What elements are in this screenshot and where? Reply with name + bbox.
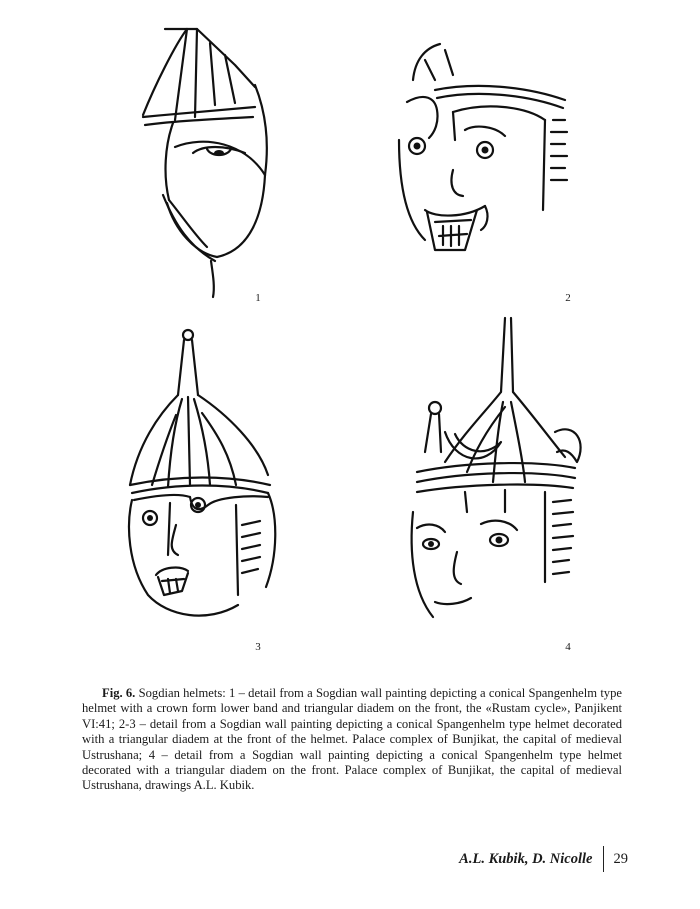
caption-text: Sogdian helmets: 1 – detail from a Sogdian wall painting depicting a conical Spangenhelm type helmet with a crown form lower band and triangular diadem on the front, the «Rustam cycle», Panjikent VI:41; 2-3 – detail from a Sogdian wall painting depicting a conical Spangenhelm type helmet decorated with a triangular diadem at the front of the helmet. Palace complex of Bunjikat, the capital of medieval Ustrushana; 4 – detail from a Sogdian wall painting depicting a conical Spangenhelm type helmet decorated with a triangular diadem on the front. Palace complex of Bunjikat, the capital of medieval Ustrushana, drawings A.L. Kubik. — [82, 686, 622, 793]
figure-1-helmet-drawing — [135, 25, 285, 300]
figure-1-number: 1 — [255, 292, 261, 304]
page-number: 29 — [613, 850, 628, 867]
figure-caption — [82, 686, 622, 794]
footer-authors: A.L. Kubik, D. Nicolle — [459, 850, 593, 867]
page-footer — [459, 846, 628, 872]
figure-2-number: 2 — [565, 292, 571, 304]
caption-label: Fig. 6. — [102, 686, 136, 700]
footer-divider — [603, 846, 604, 872]
figure-3-helmet-drawing — [118, 325, 298, 625]
figure-4-number: 4 — [565, 641, 571, 653]
figure-3-number: 3 — [255, 641, 261, 653]
figure-2-helmet-drawing — [395, 40, 595, 270]
figure-4-helmet-drawing — [405, 312, 595, 622]
